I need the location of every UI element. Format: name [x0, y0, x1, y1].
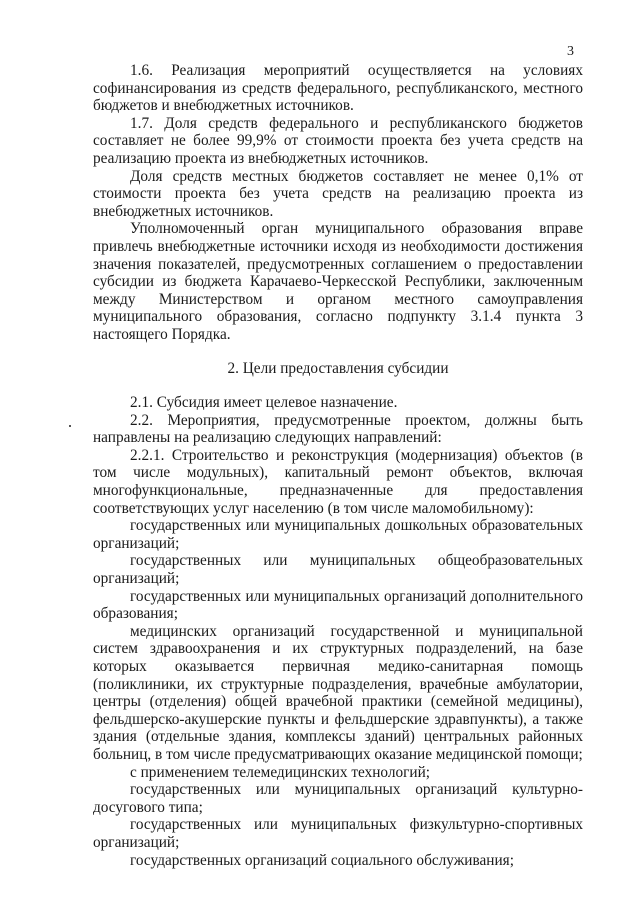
list-item-additional-education: государственных или муниципальных организаций дополнительного образования;: [93, 587, 583, 623]
paragraph-local-budget-share: Доля средств местных бюджетов составляет не менее 0,1% от стоимости проекта без учета средств на реализацию проекта из внебюджетных источников.: [93, 167, 583, 220]
scan-speck: [69, 425, 71, 427]
list-item-cultural-leisure: государственных или муниципальных организаций культурно-досугового типа;: [93, 781, 583, 816]
list-item-medical: медицинских организаций государственной и муниципальной систем здравоохранения и их структурных подразделений, на базе которых оказывается первичная медико-санитарная помощь (поликлиники, их структурные подразделения, врачебные амбулатории, центры (отделения) общей врачебной практики (семейной медицины), фельдшерско-акушерские пункты и фельдшерские здравпункты), а также здания (отдельные здания, комплексы зданий) центральных районных больниц, в том числе предусматривающих оказание медицинской помощи;: [93, 622, 583, 763]
document-body: [93, 62, 583, 869]
paragraph-2-1: 2.1. Субсидия имеет целевое назначение.: [130, 394, 398, 412]
list-item-telemedicine: с применением телемедицинских технологий;: [130, 763, 431, 781]
paragraph-authorized-body: Уполномоченный орган муниципального образования вправе привлечь внебюджетные источники исходя из необходимости достижения значения показателей, предусмотренных соглашением о предоставлении субсидии из бюджета Карачаево-Черкесской Республики, заключенным между Министерством и органом местного самоуправления муниципального образования, согласно подпункту 3.1.4 пункта 3 настоящего Порядка.: [93, 220, 583, 343]
paragraph-2-2-1: 2.2.1. Строительство и реконструкция (модернизация) объектов (в том числе модульных), капитальный ремонт объектов, включая многофункциональные, предназначенные для предоставления соответствующих услуг населению (в том числе маломобильному):: [93, 446, 583, 517]
list-item-preschool: государственных или муниципальных дошкольных образовательных организаций;: [93, 517, 583, 552]
section-heading: 2. Цели предоставления субсидии: [227, 359, 449, 377]
list-item-social-services: государственных организаций социального обслуживания;: [130, 851, 514, 869]
paragraph-2-2: 2.2. Мероприятия, предусмотренные проектом, должны быть направлены на реализацию следующих направлений:: [93, 411, 583, 447]
paragraph-1-7: 1.7. Доля средств федерального и республиканского бюджетов составляет не более 99,9% от стоимости проекта без учета средств на реализацию проекта из внебюджетных источников.: [93, 114, 583, 167]
paragraph-1-6: 1.6. Реализация мероприятий осуществляется на условиях софинансирования из средств федерального, республиканского, местного бюджетов и внебюджетных источников.: [93, 62, 583, 115]
page-number: 3: [567, 44, 574, 59]
list-item-sports: государственных или муниципальных физкультурно-спортивных организаций;: [93, 816, 583, 851]
list-item-general-education: государственных или муниципальных общеобразовательных организаций;: [93, 552, 583, 588]
